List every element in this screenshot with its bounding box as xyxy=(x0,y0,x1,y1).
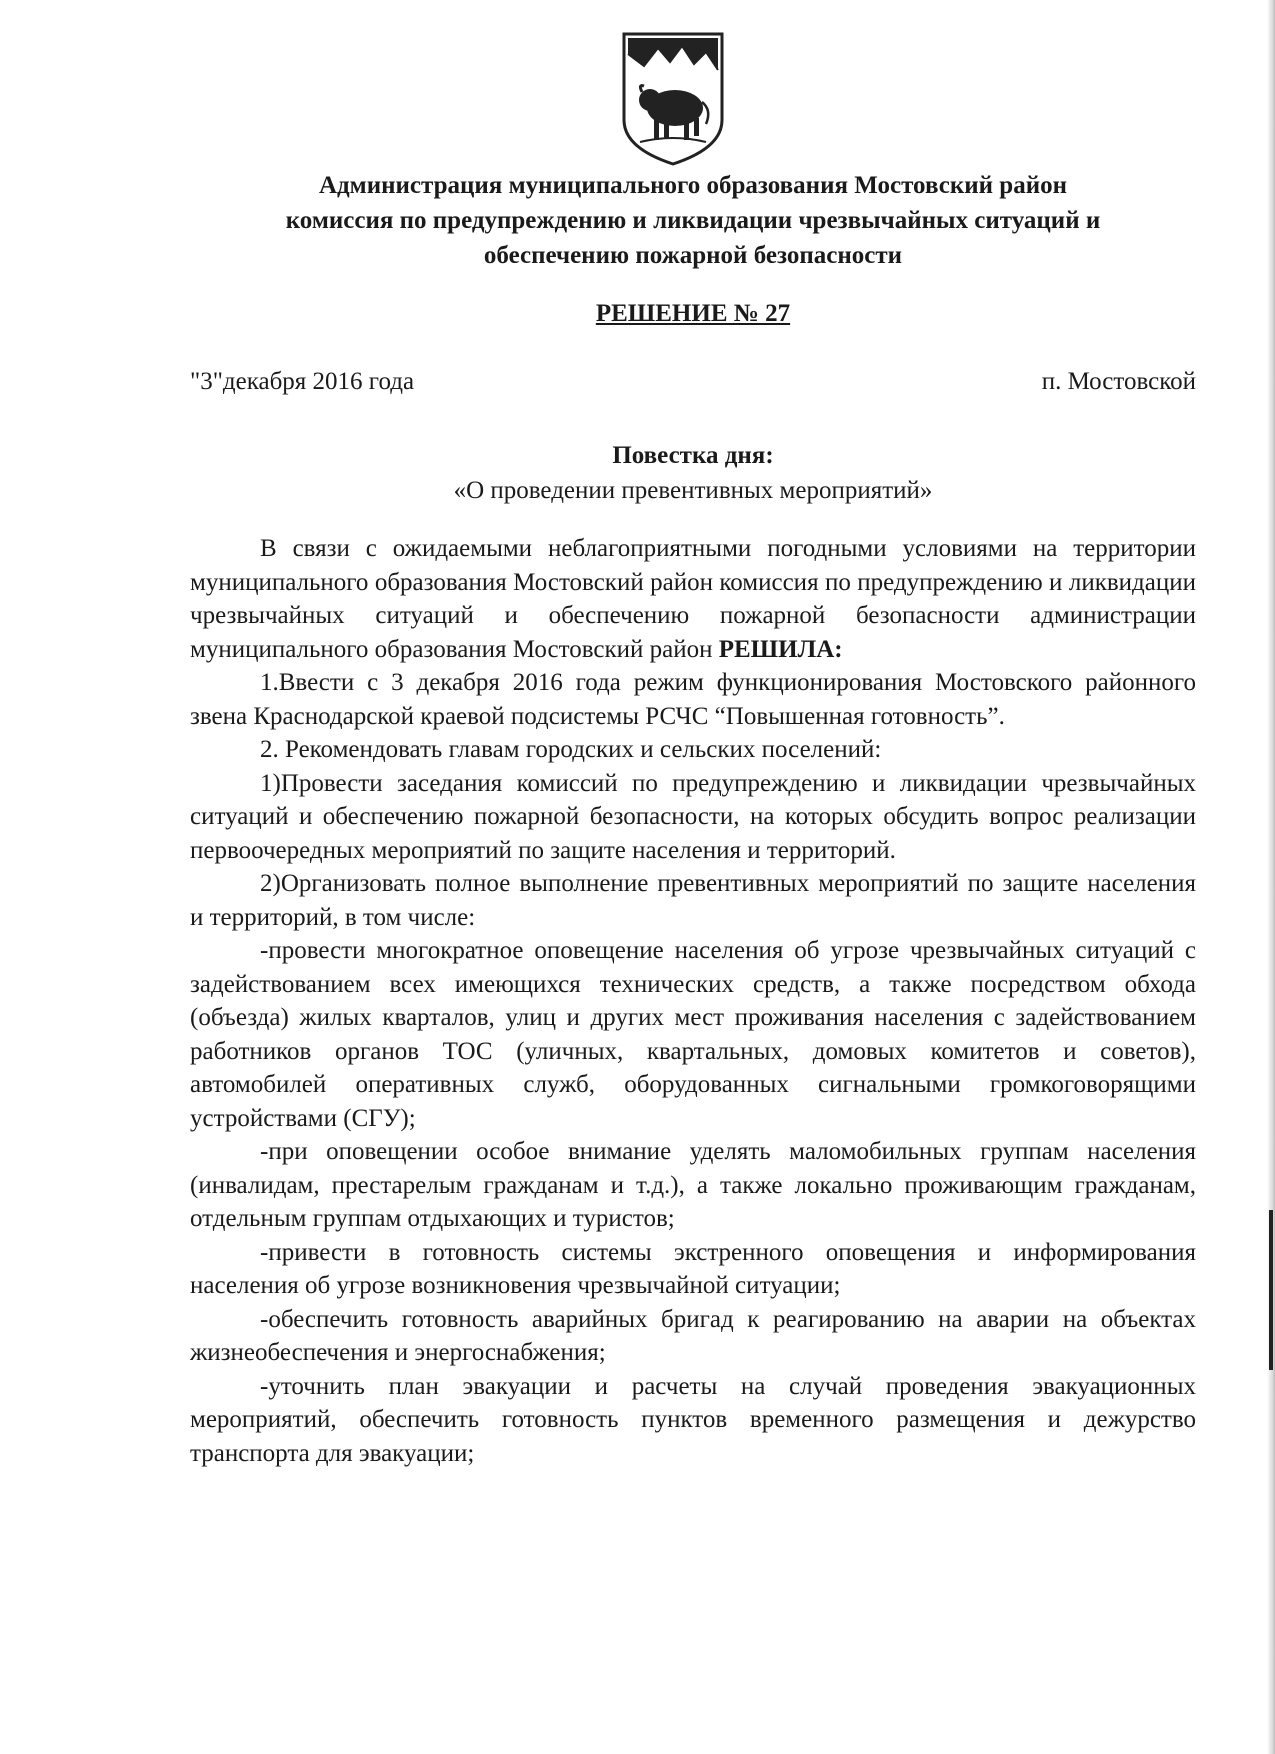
paragraph-item: -провести многократное оповещение населения об угрозе чрезвычайных ситуаций с задействованием всех имеющихся технических средств, а также посредством обхода (объезда) жилых кварталов, улиц и других мест проживания населения с задействованием работников органов ТОС (уличных, квартальных, домовых комитетов и советов), автомобилей оперативных служб, оборудованных сигнальными громкоговорящими устройствами (СГУ); xyxy=(190,937,1196,1132)
intro-paragraph xyxy=(190,532,1196,666)
paragraph-item: -уточнить план эвакуации и расчеты на случай проведения эвакуационных мероприятий, обеспечить готовность пунктов временного размещения и дежурство транспорта для эвакуации; xyxy=(190,1372,1196,1467)
intro-resolved: РЕШИЛА: xyxy=(718,635,843,663)
decision-place: п. Мостовской xyxy=(1041,368,1196,395)
decision-title: РЕШЕНИЕ № 27 xyxy=(595,300,791,327)
scan-edge xyxy=(1267,0,1275,1754)
paragraph-item: -при оповещении особое внимание уделять маломобильных группам населения (инвалидам, престарелым гражданам и т.д.), а также локально проживающим гражданам, отдельным группам отдыхающих и туристов; xyxy=(190,1138,1196,1232)
decision-date: "3"декабря 2016 года xyxy=(190,368,415,395)
header-organization: Администрация муниципального образования Мостовский район xyxy=(318,172,1068,199)
header-commission-cont: обеспечению пожарной безопасности xyxy=(483,242,903,269)
paragraph-item: -обеспечить готовность аварийных бригад к реагированию на аварии на объектах жизнеобеспечения и энергоснабжения; xyxy=(190,1305,1196,1366)
paragraph-item: -привести в готовность системы экстренного оповещения и информирования населения об угрозе возникновения чрезвычайной ситуации; xyxy=(190,1238,1196,1299)
paragraph-item: 1)Провести заседания комиссий по предупреждению и ликвидации чрезвычайных ситуаций и обеспечению пожарной безопасности, на которых обсудить вопрос реализации первоочередных мероприятий по защите населения и территорий. xyxy=(190,769,1196,864)
document-body xyxy=(190,532,1196,1470)
paragraph-item: 2. Рекомендовать главам городских и сельских поселений: xyxy=(260,736,882,763)
intro-text: В связи с ожидаемыми неблагоприятными погодными условиями на территории муниципального образования Мостовский район комиссия по предупреждению и ликвидации чрезвычайных ситуаций и обеспечению пожарной безопасности администрации муниципального образования Мостовский район xyxy=(190,535,1196,663)
paragraph-item: 2)Организовать полное выполнение превентивных мероприятий по защите населения и территорий, в том числе: xyxy=(190,870,1196,931)
agenda-title: Повестка дня: xyxy=(612,442,774,469)
agenda xyxy=(190,438,1196,508)
agenda-subject: «О проведении превентивных мероприятий» xyxy=(453,477,933,504)
document-header xyxy=(190,168,1196,273)
header-commission: комиссия по предупреждению и ликвидации чрезвычайных ситуаций и xyxy=(285,207,1101,234)
coat-of-arms-icon xyxy=(620,30,726,168)
paragraph-item: 1.Ввести с 3 декабря 2016 года режим функционирования Мостовского районного звена Краснодарской краевой подсистемы РСЧС “Повышенная готовность”. xyxy=(190,669,1196,730)
date-place-row xyxy=(190,368,1196,396)
scan-mark xyxy=(1269,1210,1273,1370)
